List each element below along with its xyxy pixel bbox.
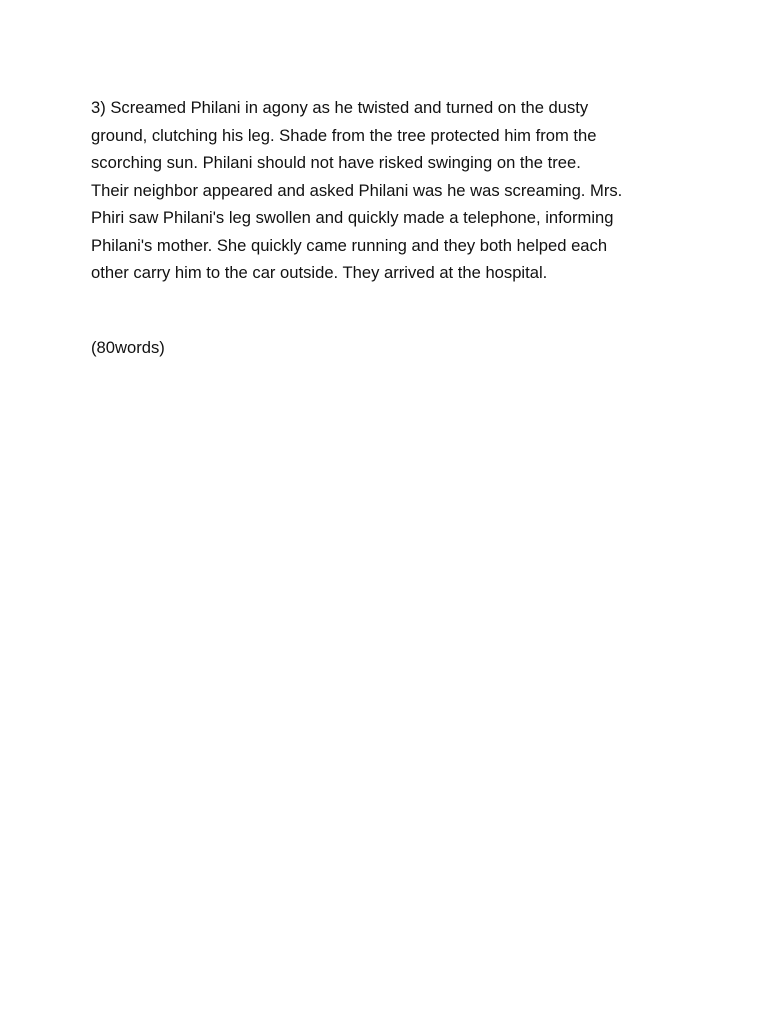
paragraph-line: other carry him to the car outside. They arrived at the hospital. (91, 263, 548, 282)
paragraph-line: Phiri saw Philani's leg swollen and quickly made a telephone, informing (91, 208, 614, 227)
paragraph-line: ground, clutching his leg. Shade from the tree protected him from the (91, 125, 597, 145)
paragraph-line: Philani's mother. She quickly came running and they both helped each (91, 235, 608, 255)
word-count-note: (80words) (91, 338, 165, 357)
paragraph-line: Their neighbor appeared and asked Philani was he was screaming. Mrs. (91, 180, 623, 200)
story-paragraph (91, 94, 691, 287)
paragraph-line: 3) Screamed Philani in agony as he twisted and turned on the dusty (91, 98, 589, 117)
paragraph-line: scorching sun. Philani should not have risked swinging on the tree. (91, 153, 581, 172)
